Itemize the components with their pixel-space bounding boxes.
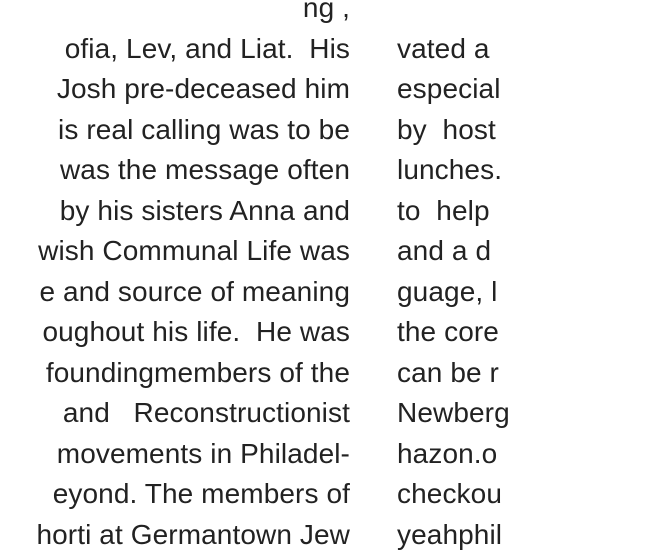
text-line: especial [397, 69, 657, 110]
text-line: by his sisters Anna and [0, 191, 350, 232]
text-line: to help [397, 191, 657, 232]
text-line: yeahphil [397, 515, 657, 555]
text-line: ofia, Lev, and Liat. His [0, 29, 350, 70]
text-line: e and source of meaning [0, 272, 350, 313]
text-line: is real calling was to be [0, 110, 350, 151]
text-line: the core [397, 312, 657, 353]
text-line: Newberg [397, 393, 657, 434]
text-line: by host [397, 110, 657, 151]
text-line: Josh pre-deceased him [0, 69, 350, 110]
text-line: movements in Philadel- [0, 434, 350, 475]
text-line: lunches. [397, 150, 657, 191]
text-line: wish Communal Life was [0, 231, 350, 272]
text-line: oughout his life. He was [0, 312, 350, 353]
text-line: foundingmembers of the [0, 353, 350, 394]
text-line: was the message often [0, 150, 350, 191]
text-line: vated a [397, 29, 657, 70]
text-line: checkou [397, 474, 657, 515]
text-line: horti at Germantown Jew [0, 515, 350, 555]
text-line: and Reconstructionist [0, 393, 350, 434]
text-line: guage, l [397, 272, 657, 313]
text-line: ng , [0, 0, 350, 29]
text-line: hazon.o [397, 434, 657, 475]
text-line: and a d [397, 231, 657, 272]
text-line: can be r [397, 353, 657, 394]
right-text-column [397, 0, 657, 555]
text-line [397, 0, 657, 29]
text-line: eyond. The members of [0, 474, 350, 515]
